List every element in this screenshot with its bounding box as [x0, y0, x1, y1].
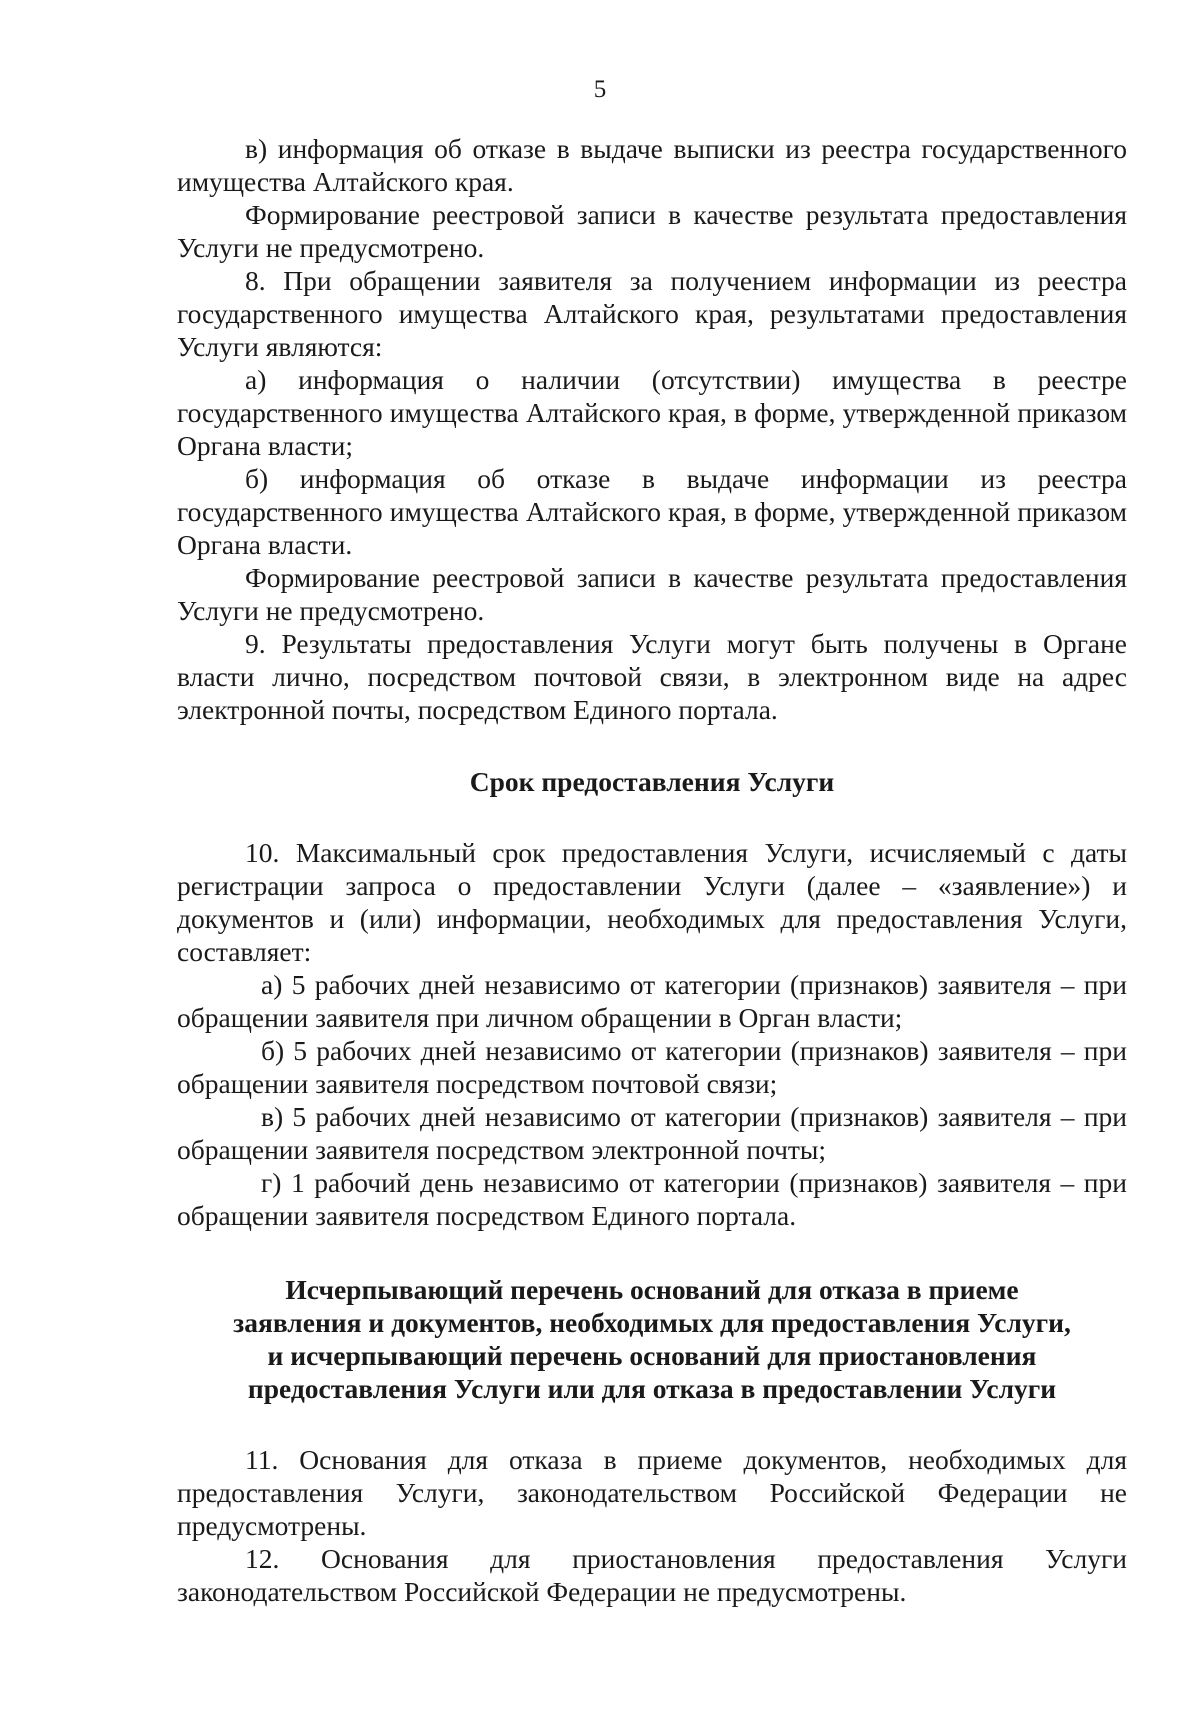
paragraph-9: 9. Результаты предоставления Услуги могут быть получены в Органе власти лично, посредством почтовой связи, в электронном виде на адрес электронной почты, посредством Единого портала.	[177, 628, 1127, 725]
paragraph-11: 11. Основания для отказа в приеме документов, необходимых для предоставления Услуги, законодательством Российской Федерации не предусмотрены.	[177, 1444, 1127, 1541]
heading-line: предоставления Услуги или для отказа в предоставлении Услуги	[247, 1373, 1057, 1404]
document-body	[177, 132, 1127, 1608]
paragraph-10: 10. Максимальный срок предоставления Услуги, исчисляемый с даты регистрации запроса о предоставлении Услуги (далее – «заявление») и документов и (или) информации, необходимых для предоставления Услуги, составляет:	[177, 837, 1127, 967]
paragraph-10-v: в) 5 рабочих дней независимо от категории (признаков) заявителя – при обращении заявителя посредством электронной почты;	[177, 1101, 1127, 1165]
paragraph-10-g: г) 1 рабочий день независимо от категории (признаков) заявителя – при обращении заявителя посредством Единого портала.	[177, 1167, 1127, 1231]
paragraph-registry-note-2: Формирование реестровой записи в качестве результата предоставления Услуги не предусмотрено.	[177, 562, 1127, 626]
paragraph-8-a: а) информация о наличии (отсутствии) имущества в реестре государственного имущества Алтайского края, в форме, утвержденной приказом Органа власти;	[177, 364, 1127, 461]
heading-line: Исчерпывающий перечень оснований для отказа в приеме	[285, 1274, 1019, 1305]
page-number: 5	[593, 76, 607, 103]
paragraph-10-b: б) 5 рабочих дней независимо от категории (признаков) заявителя – при обращении заявителя посредством почтовой связи;	[177, 1035, 1127, 1099]
paragraph-12: 12. Основания для приостановления предоставления Услуги законодательством Российской Федерации не предусмотрены.	[177, 1543, 1127, 1607]
paragraph-8: 8. При обращении заявителя за получением информации из реестра государственного имущества Алтайского края, результатами предоставления Услуги являются:	[177, 265, 1127, 362]
paragraph-item-v: в) информация об отказе в выдаче выписки из реестра государственного имущества Алтайского края.	[177, 133, 1127, 197]
paragraph-8-b: б) информация об отказе в выдаче информации из реестра государственного имущества Алтайского края, в форме, утвержденной приказом Органа власти.	[177, 463, 1127, 560]
heading-line: заявления и документов, необходимых для предоставления Услуги,	[233, 1307, 1071, 1338]
section-heading-refusal-grounds	[177, 1273, 1127, 1405]
paragraph-10-a: а) 5 рабочих дней независимо от категории (признаков) заявителя – при обращении заявителя при личном обращении в Орган власти;	[177, 969, 1127, 1033]
paragraph-registry-note-1: Формирование реестровой записи в качестве результата предоставления Услуги не предусмотрено.	[177, 199, 1127, 263]
section-heading-term: Срок предоставления Услуги	[469, 766, 835, 797]
heading-line: и исчерпывающий перечень оснований для приостановления	[267, 1340, 1037, 1371]
